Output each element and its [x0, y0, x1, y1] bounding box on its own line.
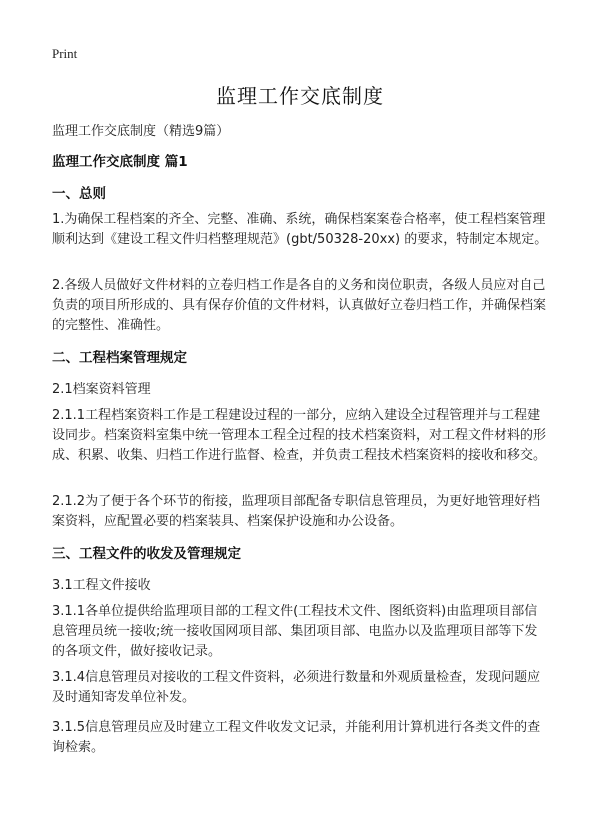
paragraph-2-1-1: 2.1.1工程档案资料工作是工程建设过程的一部分，应纳入建设全过程管理并与工程建设同步。档案资料室集中统一管理本工程全过程的技术档案资料，对工程文件材料的形成、积累、收集、归档工作进行监督、检查，并负责工程技术档案资料的接收和移交。: [52, 408, 547, 463]
section-heading-archive-management: 二、工程档案管理规定: [52, 350, 187, 366]
paragraph-1: 1.为确保工程档案的齐全、完整、准确、系统，确保档案案卷合格率，使工程档案管理顺利达到《建设工程文件归档整理规范》(gbt/50328-20xx) 的要求，特制定本规定。: [52, 212, 548, 247]
print-label[interactable]: Print: [52, 46, 78, 61]
paragraph-2: 2.各级人员做好文件材料的立卷归档工作是各自的义务和岗位职责，各级人员应对自己负责的项目所形成的、具有保存价值的文件材料，认真做好立卷归档工作，并确保档案的完整性、准确性。: [52, 278, 547, 333]
paragraph-3-1-5: 3.1.5信息管理员应及时建立工程文件收发文记录，并能利用计算机进行各类文件的查询检索。: [52, 720, 541, 755]
section-heading-document-management: 三、工程文件的收发及管理规定: [52, 546, 241, 562]
paragraph-2-1-2: 2.1.2为了便于各个环节的衔接，监理项目部配备专职信息管理员，为更好地管理好档案资料，应配置必要的档案装具、档案保护设施和办公设备。: [52, 494, 541, 529]
subheading-2-1: 2.1档案资料管理: [52, 382, 151, 397]
section-heading-general: 一、总则: [52, 186, 106, 202]
paragraph-3-1-4: 3.1.4信息管理员对接收的工程文件资料，必须进行数量和外观质量检查，发现问题应及时通知寄发单位补发。: [52, 670, 541, 705]
document-subtitle: 监理工作交底制度（精选9篇）: [52, 124, 230, 139]
paragraph-3-1-1: 3.1.1各单位提供给监理项目部的工程文件(工程技术文件、图纸资料)由监理项目部信息管理员统一接收;统一接收国网项目部、集团项目部、电监办以及监理项目部等下发的各项文件，做好接收记录。: [52, 604, 538, 659]
subheading-3-1: 3.1工程文件接收: [52, 578, 151, 593]
document-title: 监理工作交底制度: [216, 84, 384, 108]
article-heading: 监理工作交底制度 篇1: [52, 154, 188, 170]
